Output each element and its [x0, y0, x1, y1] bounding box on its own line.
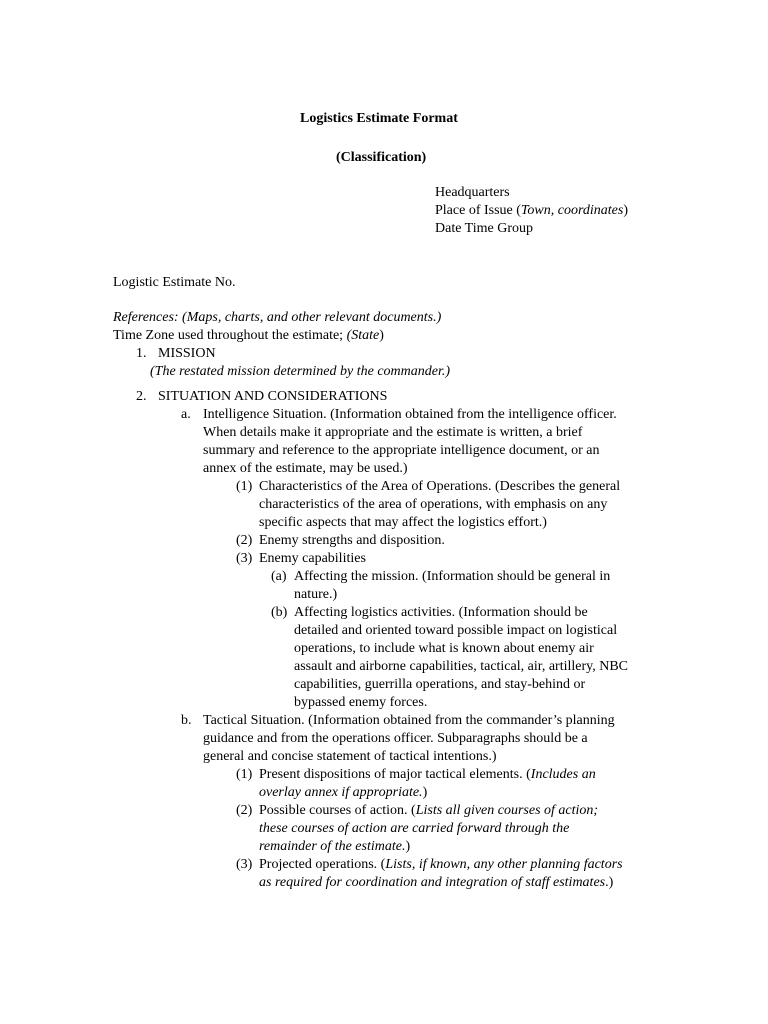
- section-number: 2.: [136, 389, 147, 404]
- list-item-text-line: Characteristics of the Area of Operations. (Describes the general: [259, 479, 621, 494]
- text-run: ): [422, 785, 428, 800]
- subsection-b-marker: b.: [181, 713, 192, 728]
- mission-note: (The restated mission determined by the commander.): [150, 364, 451, 379]
- text-run: Possible courses of action. (: [259, 803, 416, 818]
- list-item-text-line: Enemy strengths and disposition.: [259, 533, 445, 548]
- classification-label: (Classification): [336, 150, 427, 165]
- subsection-b-text-line: guidance and from the operations officer. Subparagraphs should be a: [203, 731, 588, 746]
- subsection-a-text-line: annex of the estimate, may be used.): [203, 461, 408, 476]
- text-run: Town, coordinates: [520, 203, 624, 218]
- place-of-issue-line: [435, 202, 628, 220]
- list-item-text-line: Enemy capabilities: [259, 551, 366, 566]
- sub-list-item-text-line: nature.): [294, 587, 338, 602]
- list-item-text-line: [259, 856, 623, 874]
- section-heading: MISSION: [158, 346, 216, 361]
- text-run: Place of Issue (: [435, 203, 521, 218]
- subsection-b-text-line: Tactical Situation. (Information obtained from the commander’s planning: [203, 713, 615, 728]
- subsection-a-marker: a.: [181, 407, 191, 422]
- subsection-a-text-line: summary and reference to the appropriate intelligence document, or an: [203, 443, 600, 458]
- estimate-number-line: Logistic Estimate No.: [113, 275, 236, 290]
- list-item-text-line: [259, 784, 427, 802]
- section-heading: SITUATION AND CONSIDERATIONS: [158, 389, 388, 404]
- sub-list-item-text-line: detailed and oriented toward possible impact on logistical: [294, 623, 618, 638]
- list-item-text-line: [259, 838, 410, 856]
- text-run: Lists, if known, any other planning factors: [385, 857, 623, 872]
- text-run: remainder of the estimate.: [259, 839, 406, 854]
- list-item-text-line: specific aspects that may affect the logistics effort.): [259, 515, 547, 530]
- subsection-b-text-line: general and concise statement of tactical intentions.): [203, 749, 497, 764]
- text-run: ): [405, 839, 411, 854]
- list-item-text-line: [259, 874, 613, 892]
- list-item-marker: (3): [236, 551, 253, 566]
- text-run: as required for coordination and integration of staff estimates: [259, 875, 606, 890]
- list-item-marker: (3): [236, 857, 253, 872]
- subsection-a-text-line: When details make it appropriate and the estimate is written, a brief: [203, 425, 583, 440]
- sub-list-item-text-line: Affecting the mission. (Information should be general in: [294, 569, 611, 584]
- sub-list-item-text-line: assault and airborne capabilities, tactical, air, artillery, NBC: [294, 659, 629, 674]
- text-run: Includes an: [530, 767, 596, 782]
- text-run: these courses of action are carried forward through the: [259, 821, 570, 836]
- section-number: 1.: [136, 346, 147, 361]
- text-run: .): [605, 875, 614, 890]
- text-run: Lists all given courses of action;: [415, 803, 599, 818]
- list-item-text-line: [259, 766, 596, 784]
- document-title: Logistics Estimate Format: [300, 111, 458, 126]
- text-run: ): [623, 203, 629, 218]
- text-run: Projected operations. (: [259, 857, 386, 872]
- text-run: Time Zone used throughout the estimate;: [113, 328, 347, 343]
- sub-list-item-text-line: capabilities, guerrilla operations, and stay-behind or: [294, 677, 586, 692]
- text-run: Present dispositions of major tactical elements. (: [259, 767, 531, 782]
- text-run: overlay annex if appropriate.: [259, 785, 423, 800]
- list-item-text-line: [259, 802, 598, 820]
- text-run: ): [379, 328, 384, 343]
- sub-list-item-marker: (b): [271, 605, 288, 620]
- time-zone-line: [113, 327, 384, 345]
- list-item-text-line: characteristics of the area of operations, with emphasis on any: [259, 497, 608, 512]
- subsection-a-text-line: Intelligence Situation. (Information obtained from the intelligence officer.: [203, 407, 617, 422]
- text-run: (State: [346, 328, 380, 343]
- list-item-marker: (2): [236, 803, 253, 818]
- list-item-marker: (1): [236, 767, 253, 782]
- headquarters-line: Headquarters: [435, 185, 510, 200]
- sub-list-item-marker: (a): [271, 569, 287, 584]
- list-item-marker: (2): [236, 533, 253, 548]
- list-item-text-line: [259, 820, 569, 838]
- sub-list-item-text-line: bypassed enemy forces.: [294, 695, 428, 710]
- sub-list-item-text-line: operations, to include what is known about enemy air: [294, 641, 594, 656]
- date-time-group-line: Date Time Group: [435, 221, 533, 236]
- sub-list-item-text-line: Affecting logistics activities. (Information should be: [294, 605, 588, 620]
- list-item-marker: (1): [236, 479, 253, 494]
- references-line: References: (Maps, charts, and other relevant documents.): [113, 310, 442, 325]
